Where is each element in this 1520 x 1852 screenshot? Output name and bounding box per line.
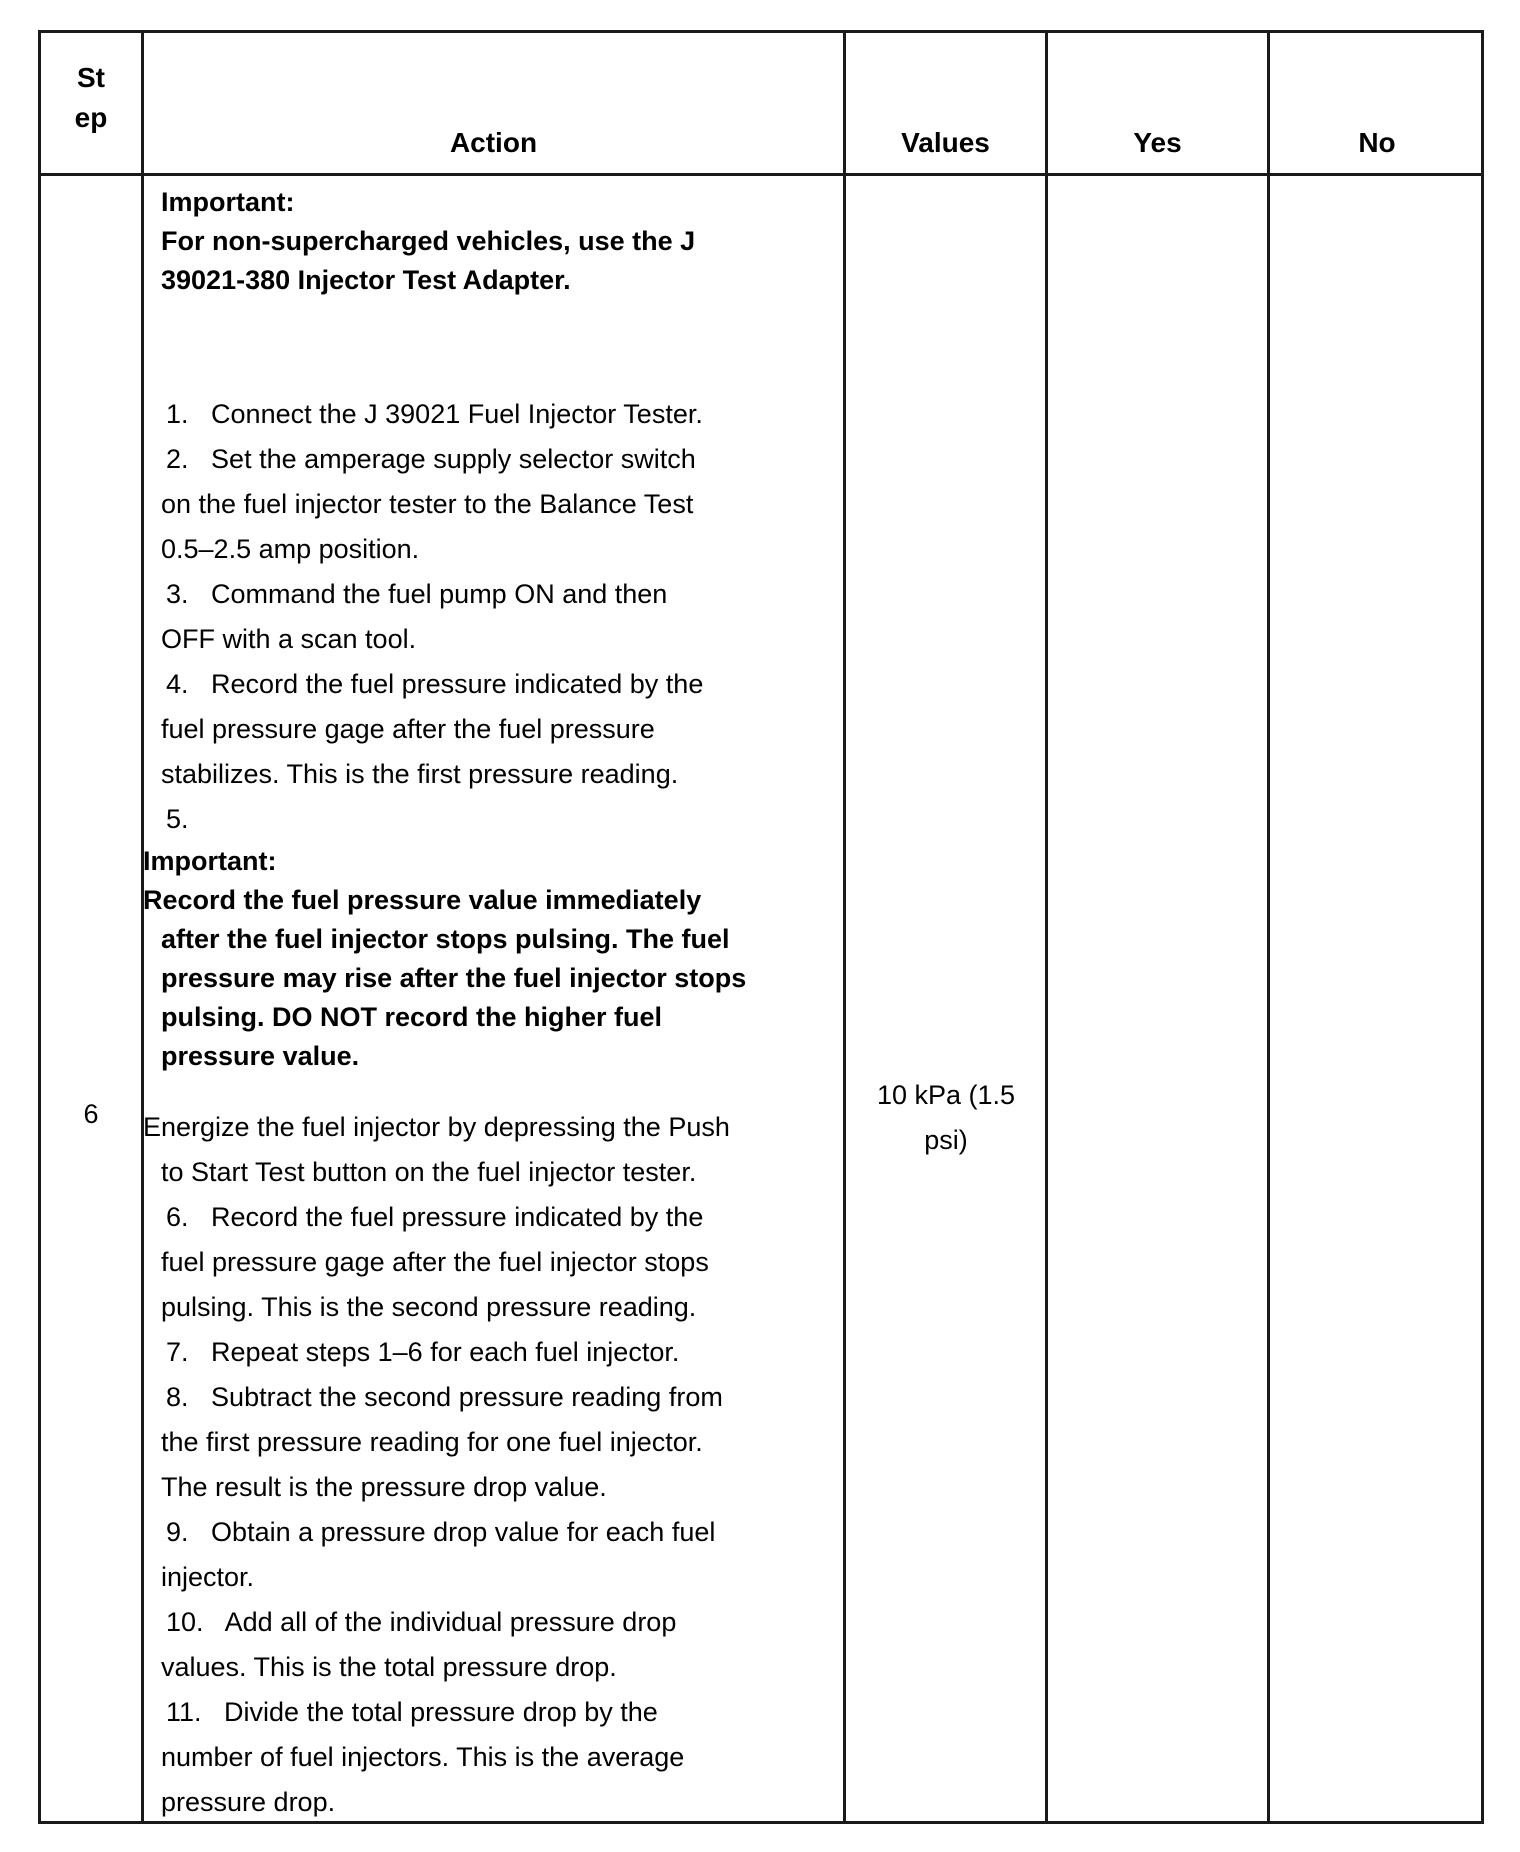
list-number: 4. bbox=[166, 669, 189, 699]
list-text: fuel pressure gage after the fuel injector stops bbox=[161, 1247, 709, 1277]
list-text: Record the fuel pressure indicated by the bbox=[211, 669, 704, 699]
list-number: 1. bbox=[166, 399, 189, 429]
important-text: after the fuel injector stops pulsing. The fuel bbox=[161, 924, 730, 954]
list-text: fuel pressure gage after the fuel pressure bbox=[161, 714, 655, 744]
list-number: 5. bbox=[166, 804, 189, 834]
list-text: Command the fuel pump ON and then bbox=[211, 579, 668, 609]
list-number: 11. bbox=[166, 1697, 202, 1727]
list-text: Subtract the second pressure reading from bbox=[211, 1382, 723, 1412]
list-text: stabilizes. This is the first pressure reading. bbox=[161, 759, 679, 789]
header-action: Action bbox=[449, 127, 538, 158]
paragraph-line: to Start Test button on the fuel injector tester. bbox=[161, 1157, 697, 1187]
important-label: Important: bbox=[161, 187, 295, 217]
list-text: The result is the pressure drop value. bbox=[161, 1472, 607, 1502]
list-text: on the fuel injector tester to the Balance Test bbox=[161, 489, 694, 519]
column-divider bbox=[843, 33, 846, 1821]
step-number: 6 bbox=[83, 1099, 99, 1129]
list-text: Repeat steps 1–6 for each fuel injector. bbox=[211, 1337, 680, 1367]
list-text: Connect the J 39021 Fuel Injector Tester. bbox=[211, 399, 703, 429]
column-divider bbox=[1045, 33, 1048, 1821]
list-text: Divide the total pressure drop by the bbox=[224, 1697, 658, 1727]
list-number: 9. bbox=[166, 1517, 189, 1547]
list-text: Record the fuel pressure indicated by the bbox=[211, 1202, 704, 1232]
list-item bbox=[143, 1510, 803, 1600]
list-number: 8. bbox=[166, 1382, 189, 1412]
list-text: Obtain a pressure drop value for each fuel bbox=[211, 1517, 716, 1547]
header-no: No bbox=[1358, 127, 1396, 158]
header-step-line: ep bbox=[74, 102, 108, 133]
list-item bbox=[143, 662, 803, 797]
important-note bbox=[143, 183, 803, 300]
important-note-2 bbox=[143, 842, 803, 1076]
important-label: Important: bbox=[143, 846, 277, 876]
list-number: 7. bbox=[166, 1337, 189, 1367]
value-line: 10 kPa (1.5 bbox=[876, 1080, 1016, 1110]
energize-paragraph bbox=[143, 1105, 803, 1195]
important-text: pressure may rise after the fuel injector stops bbox=[161, 963, 747, 993]
list-text: values. This is the total pressure drop. bbox=[161, 1652, 617, 1682]
header-divider bbox=[41, 173, 1481, 176]
action-cell bbox=[143, 183, 803, 1825]
list-text: pulsing. This is the second pressure reading. bbox=[161, 1292, 697, 1322]
header-step bbox=[41, 33, 141, 173]
important-text: pulsing. DO NOT record the higher fuel bbox=[161, 1002, 663, 1032]
list-text: pressure drop. bbox=[161, 1787, 336, 1817]
list-text: injector. bbox=[161, 1562, 255, 1592]
list-item bbox=[143, 797, 803, 842]
important-text: Record the fuel pressure value immediately bbox=[143, 885, 702, 915]
list-item bbox=[143, 1690, 803, 1825]
list-text: Set the amperage supply selector switch bbox=[211, 444, 696, 474]
list-item bbox=[143, 1330, 803, 1375]
list-item bbox=[143, 1195, 803, 1330]
list-item bbox=[143, 572, 803, 662]
important-text: For non-supercharged vehicles, use the J bbox=[161, 226, 696, 256]
header-step-line: St bbox=[77, 62, 105, 93]
procedure-table bbox=[38, 30, 1484, 1824]
column-divider bbox=[1267, 33, 1270, 1821]
paragraph-line: Energize the fuel injector by depressing the Push bbox=[143, 1112, 730, 1142]
list-text: OFF with a scan tool. bbox=[161, 624, 417, 654]
list-item bbox=[143, 437, 803, 572]
list-number: 10. bbox=[166, 1607, 204, 1637]
header-values: Values bbox=[901, 127, 990, 158]
step-list-2 bbox=[143, 1195, 803, 1825]
list-item bbox=[143, 392, 803, 437]
list-number: 6. bbox=[166, 1202, 189, 1232]
list-item bbox=[143, 1375, 803, 1510]
list-text: number of fuel injectors. This is the average bbox=[161, 1742, 685, 1772]
important-text: pressure value. bbox=[161, 1041, 360, 1071]
list-text: Add all of the individual pressure drop bbox=[224, 1607, 677, 1637]
list-item bbox=[143, 1600, 803, 1690]
list-number: 3. bbox=[166, 579, 189, 609]
header-yes: Yes bbox=[1133, 127, 1182, 158]
step-list bbox=[143, 392, 803, 842]
list-text: 0.5–2.5 amp position. bbox=[161, 534, 420, 564]
important-text: 39021-380 Injector Test Adapter. bbox=[161, 265, 571, 295]
list-text: the first pressure reading for one fuel injector. bbox=[161, 1427, 703, 1457]
values-cell bbox=[846, 1073, 1046, 1163]
value-line: psi) bbox=[924, 1125, 968, 1155]
list-number: 2. bbox=[166, 444, 189, 474]
